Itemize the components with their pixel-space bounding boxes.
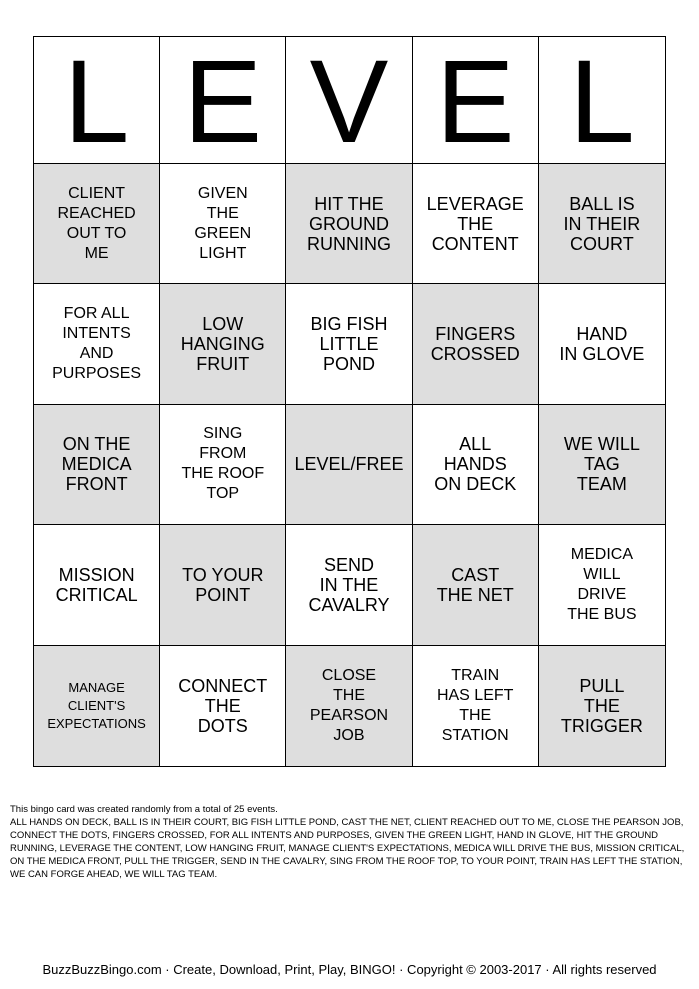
bingo-cell: LOW HANGING FRUIT (160, 284, 286, 404)
bingo-cell: CLOSE THE PEARSON JOB (286, 646, 412, 766)
header-letter-1: L (34, 37, 160, 164)
bingo-cell: CAST THE NET (413, 525, 539, 645)
bingo-card (33, 36, 666, 767)
bingo-cell: MEDICA WILL DRIVE THE BUS (539, 525, 665, 645)
bingo-cell: CLIENT REACHED OUT TO ME (34, 164, 160, 284)
bingo-cell: CONNECT THE DOTS (160, 646, 286, 766)
bingo-cell: MISSION CRITICAL (34, 525, 160, 645)
bingo-cell: PULL THE TRIGGER (539, 646, 665, 766)
bingo-cell: SEND IN THE CAVALRY (286, 525, 412, 645)
bingo-cell: LEVERAGE THE CONTENT (413, 164, 539, 284)
bingo-cell: SING FROM THE ROOF TOP (160, 405, 286, 525)
note-event-list: ALL HANDS ON DECK, BALL IS IN THEIR COURT, BIG FISH LITTLE POND, CAST THE NET, CLIENT REACHED OUT TO ME, CLOSE THE PEARSON JOB, CONNECT THE DOTS, FINGERS CROSSED, FOR ALL INTENTS AND PURPOSES, GIVEN THE GREEN LIGHT, HAND IN GLOVE, HIT THE GROUND RUNNING, LEVERAGE THE CONTENT, LOW HANGING FRUIT, MANAGE CLIENT'S EXPECTATIONS, MEDICA WILL DRIVE THE BUS, MISSION CRITICAL, ON THE MEDICA FRONT, PULL THE TRIGGER, SEND IN THE CAVALRY, SING FROM THE ROOF TOP, TO YOUR POINT, TRAIN HAS LEFT THE STATION, WE CAN FORGE AHEAD, WE WILL TAG TEAM. (10, 817, 685, 880)
header-letter-3: V (286, 37, 412, 164)
bingo-cell: TO YOUR POINT (160, 525, 286, 645)
generation-note (10, 803, 690, 881)
header-letter-4: E (413, 37, 539, 164)
bingo-cell: ON THE MEDICA FRONT (34, 405, 160, 525)
bingo-cell: HIT THE GROUND RUNNING (286, 164, 412, 284)
bingo-cell: FOR ALL INTENTS AND PURPOSES (34, 284, 160, 404)
footer-copyright: BuzzBuzzBingo.com · Create, Download, Print, Play, BINGO! · Copyright © 2003-2017 · All rights reserved (42, 962, 657, 977)
bingo-cell: ALL HANDS ON DECK (413, 405, 539, 525)
bingo-cell: BALL IS IN THEIR COURT (539, 164, 665, 284)
header-letter-2: E (160, 37, 286, 164)
bingo-cell: HAND IN GLOVE (539, 284, 665, 404)
free-space-cell: LEVEL/FREE (286, 405, 412, 525)
bingo-cell: BIG FISH LITTLE POND (286, 284, 412, 404)
header-letter-5: L (539, 37, 665, 164)
bingo-cell: GIVEN THE GREEN LIGHT (160, 164, 286, 284)
bingo-cell: FINGERS CROSSED (413, 284, 539, 404)
bingo-cell: WE WILL TAG TEAM (539, 405, 665, 525)
bingo-cell: TRAIN HAS LEFT THE STATION (413, 646, 539, 766)
note-summary: This bingo card was created randomly from a total of 25 events. (10, 804, 278, 815)
bingo-cell: MANAGE CLIENT'S EXPECTATIONS (34, 646, 160, 766)
